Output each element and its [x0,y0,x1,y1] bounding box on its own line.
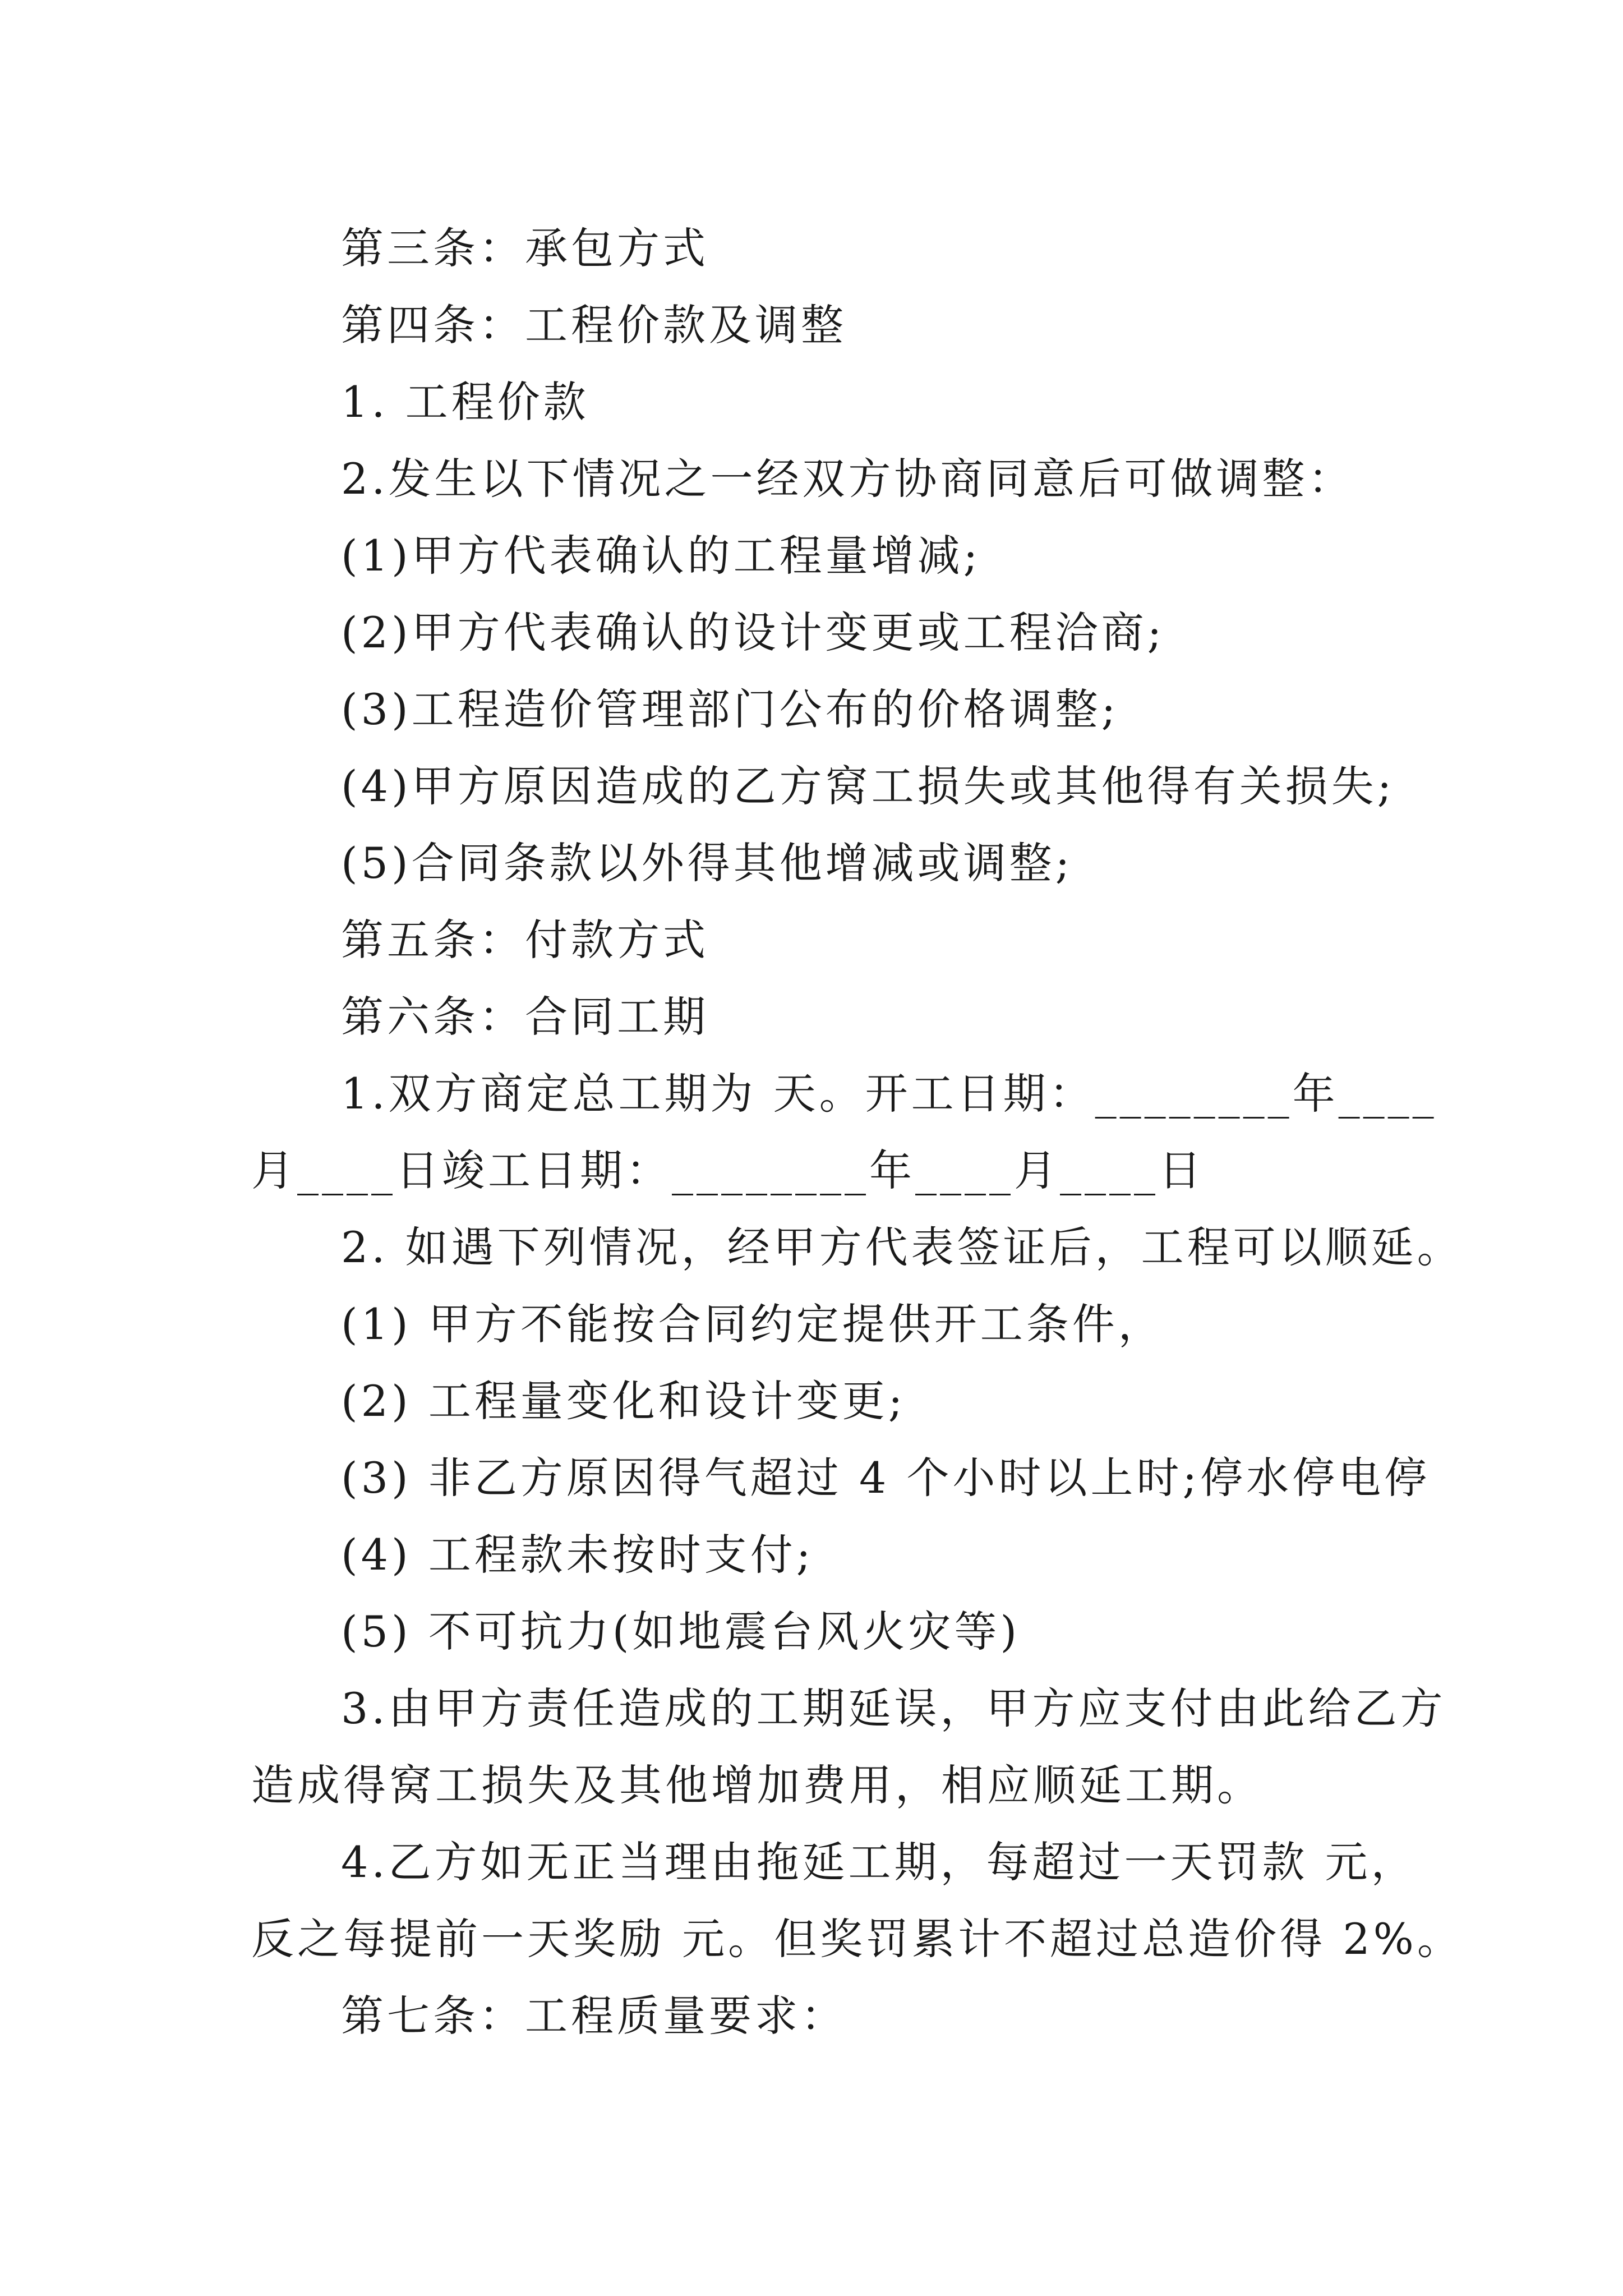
text-line: 1. 工程价款 [341,377,589,427]
text-line: (5) 不可抗力(如地震台风火灾等) [341,1607,1021,1657]
document-body [251,210,1463,2054]
text-line: 造成得窝工损失及其他增加费用，相应顺延工期。 [251,1760,1263,1810]
text-line: 第三条：承包方式 [341,223,709,273]
text-line: 2. 如遇下列情况，经甲方代表签证后，工程可以顺延。 [341,1222,1463,1272]
text-line: (1)甲方代表确认的工程量增减; [341,531,981,581]
text-line: 1.双方商定总工期为 天。开工日期：________年____ [341,1069,1437,1119]
text-line: 第七条：工程质量要求： [341,1991,847,2041]
text-line: (3)工程造价管理部门公布的价格调整; [341,684,1119,734]
text-line: (2)甲方代表确认的设计变更或工程洽商; [341,608,1165,657]
text-line: (5)合同条款以外得其他增减或调整; [341,838,1073,888]
text-line: 3.由甲方责任造成的工期延误，甲方应支付由此给乙方 [341,1683,1446,1733]
text-line: 4.乙方如无正当理由拖延工期，每超过一天罚款 元， [341,1837,1417,1887]
text-line: 第六条：合同工期 [341,992,709,1042]
text-line: 第五条：付款方式 [341,915,709,965]
text-line: (3) 非乙方原因得气超过 4 个小时以上时;停水停电停 [341,1453,1431,1503]
text-line: 月____日竣工日期：________年____月____日 [251,1145,1205,1195]
text-line: (4)甲方原因造成的乙方窝工损失或其他得有关损失; [341,761,1395,811]
text-line: 2.发生以下情况之一经双方协商同意后可做调整： [341,454,1354,504]
text-line: (1) 甲方不能按合同约定提供开工条件， [341,1299,1164,1349]
text-line: (2) 工程量变化和设计变更; [341,1376,906,1426]
text-line: (4) 工程款未按时支付; [341,1530,814,1580]
text-line: 反之每提前一天奖励 元。但奖罚累计不超过总造价得 2%。 [251,1914,1463,1964]
text-line: 第四条：工程价款及调整 [341,300,847,350]
